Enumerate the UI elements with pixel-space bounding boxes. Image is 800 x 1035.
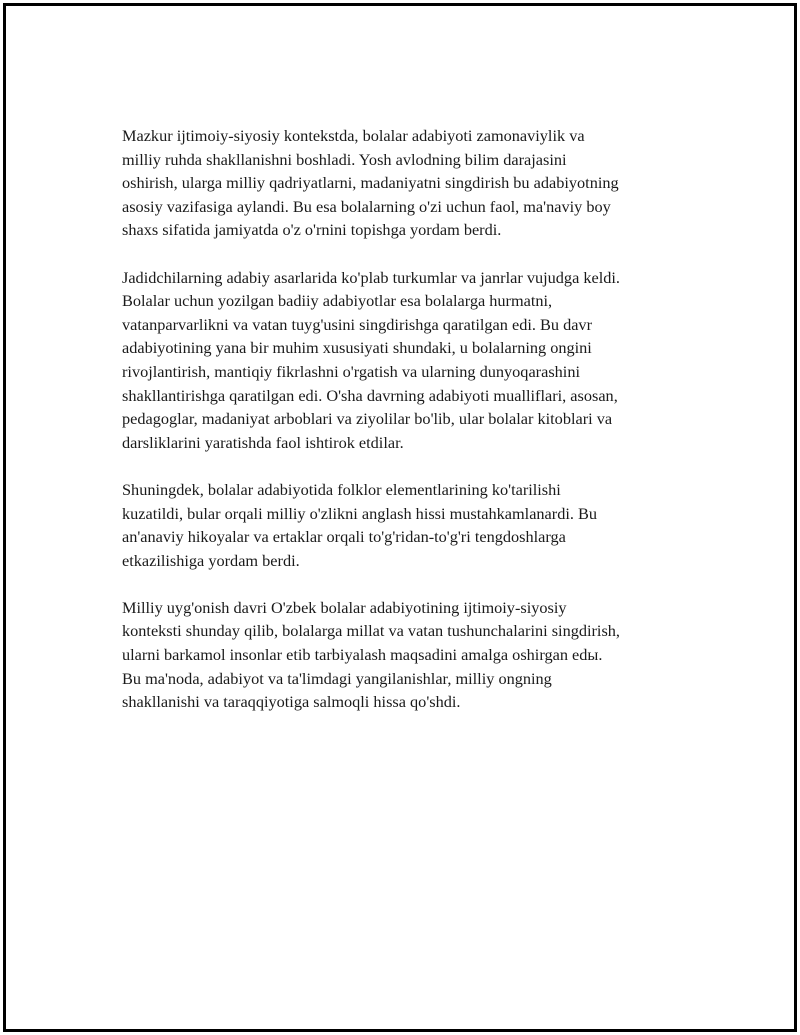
text-line: Mazkur ijtimoiy-siyosiy kontekstda, bolalar adabiyoti zamonaviylik va	[122, 126, 585, 145]
text-line: vatanparvarlikni va vatan tuyg'usini singdirishga qaratilgan edi. Bu davr	[122, 314, 592, 334]
text-line: etkazilishiga yordam berdi.	[122, 550, 300, 570]
text-line: Bolalar uchun yozilgan badiiy adabiyotlar esa bolalarga hurmatni,	[122, 291, 553, 311]
text-line: darsliklarini yaratishda faol ishtirok etdilar.	[122, 432, 404, 452]
text-line: an'anaviy hikoyalar va ertaklar orqali to'g'ridan-to'g'ri tengdoshlarga	[122, 527, 566, 547]
text-line: shakllantirishga qaratilgan edi. O'sha davrning adabiyoti mualliflari, asosan,	[122, 385, 618, 405]
text-line: adabiyotining yana bir muhim xususiyati shundaki, u bolalarning ongini	[122, 338, 592, 358]
text-line: oshirish, ularga milliy qadriyatlarni, madaniyatni singdirish bu adabiyotning	[122, 173, 619, 193]
text-line: Jadidchilarning adabiy asarlarida ko'plab turkumlar va janrlar vujudga keldi.	[122, 267, 620, 287]
paragraph-3	[122, 478, 694, 572]
paragraph-4	[122, 596, 694, 714]
text-line: asosiy vazifasiga aylandi. Bu esa bolalarning o'zi uchun faol, ma'naviy boy	[122, 196, 611, 216]
text-line: milliy ruhda shakllanishni boshladi. Yosh avlodning bilim darajasini	[122, 149, 567, 169]
text-line: Milliy uyg'onish davri O'zbek bolalar adabiyotining ijtimoiy-siyosiy	[122, 597, 567, 617]
text-line: rivojlantirish, mantiqiy fikrlashni o'rgatish va ularning dunyoqarashini	[122, 361, 580, 381]
paragraph-1	[122, 124, 694, 242]
text-line: Bu ma'noda, adabiyot va ta'limdagi yangilanishlar, milliy ongning	[122, 668, 552, 688]
text-line: shakllanishi va taraqqiyotiga salmoqli hissa qo'shdi.	[122, 692, 461, 712]
text-line: ularni barkamol insonlar etib tarbiyalash maqsadini amalga oshirgan edы.	[122, 645, 603, 665]
document-body	[122, 124, 694, 737]
text-line: shaxs sifatida jamiyatda o'z o'rnini topishga yordam berdi.	[122, 220, 502, 240]
page-frame	[3, 3, 797, 1032]
text-line: konteksti shunday qilib, bolalarga millat va vatan tushunchalarini singdirish,	[122, 621, 621, 641]
text-line: Shuningdek, bolalar adabiyotida folklor elementlarining ko'tarilishi	[122, 479, 561, 499]
text-line: kuzatildi, bular orqali milliy o'zlikni anglash hissi mustahkamlanardi. Bu	[122, 503, 598, 523]
text-line: pedagoglar, madaniyat arboblari va ziyolilar bo'lib, ular bolalar kitoblari va	[122, 409, 613, 429]
paragraph-2	[122, 266, 694, 455]
